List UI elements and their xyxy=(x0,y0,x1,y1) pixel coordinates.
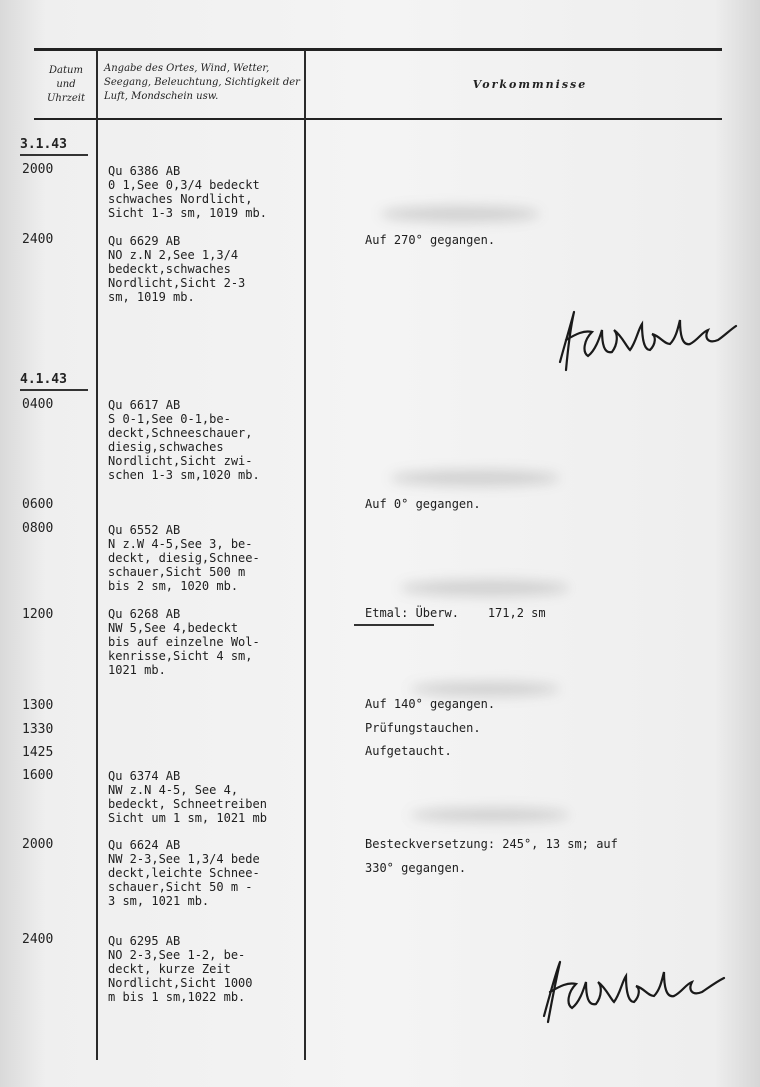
location-weather-entry: Qu 6295 AB NO 2-3,See 1-2, be- deckt, kurze Zeit Nordlicht,Sicht 1000 m bis 1 sm,1022 mb. xyxy=(108,934,253,1004)
scan-smudge xyxy=(390,470,560,486)
top-rule xyxy=(34,48,722,51)
scan-smudge xyxy=(410,682,560,696)
header-bottom-rule xyxy=(34,118,722,120)
event-entry: Besteckversetzung: 245°, 13 sm; auf 330° gegangen. xyxy=(365,837,618,875)
event-entry: Prüfungstauchen. xyxy=(365,721,481,735)
time-cell: 1300 xyxy=(22,698,54,713)
date-label: 4.1.43 xyxy=(20,372,67,387)
location-weather-entry: Qu 6629 AB NO z.N 2,See 1,3/4 bedeckt,schwaches Nordlicht,Sicht 2-3 sm, 1019 mb. xyxy=(108,234,246,304)
event-entry: Auf 270° gegangen. xyxy=(365,233,496,247)
event-entry: Auf 140° gegangen. xyxy=(365,697,496,711)
time-cell: 0800 xyxy=(22,521,54,536)
time-cell: 0600 xyxy=(22,497,54,512)
scan-smudge xyxy=(410,808,570,822)
handwritten-signature xyxy=(552,300,742,380)
date-label: 3.1.43 xyxy=(20,137,67,152)
location-weather-entry: Qu 6374 AB NW z.N 4-5, See 4, bedeckt, Schneetreiben Sicht um 1 sm, 1021 mb xyxy=(108,769,267,825)
time-cell: 1600 xyxy=(22,768,54,783)
header-location-weather: Angabe des Ortes, Wind, Wetter, Seegang, Beleuchtung, Sichtigkeit der Luft, Mondschein usw. xyxy=(104,63,300,102)
date-underline xyxy=(20,154,88,156)
scan-smudge xyxy=(400,580,570,596)
time-cell: 1200 xyxy=(22,607,54,622)
time-cell: 2400 xyxy=(22,932,54,947)
event-entry: Aufgetaucht. xyxy=(365,744,452,758)
location-weather-entry: Qu 6617 AB S 0-1,See 0-1,be- deckt,Schneeschauer, diesig,schwaches Nordlicht,Sicht zwi- schen 1-3 sm,1020 mb. xyxy=(108,398,260,482)
etmal-underline xyxy=(354,624,434,626)
handwritten-signature xyxy=(534,948,734,1028)
header-date-time: Datum und Uhrzeit xyxy=(46,65,86,104)
time-cell: 2400 xyxy=(22,232,54,247)
time-cell: 1330 xyxy=(22,722,54,737)
time-cell: 2000 xyxy=(22,837,54,852)
time-cell: 1425 xyxy=(22,745,54,760)
scan-smudge xyxy=(380,206,540,222)
location-weather-entry: Qu 6552 AB N z.W 4-5,See 3, be- deckt, diesig,Schnee- schauer,Sicht 500 m bis 2 sm, 1020 mb. xyxy=(108,523,260,593)
column-divider-1 xyxy=(96,50,98,1060)
time-cell: 2000 xyxy=(22,162,54,177)
location-weather-entry: Qu 6624 AB NW 2-3,See 1,3/4 bede deckt,leichte Schnee- schauer,Sicht 50 m - 3 sm, 1021 mb. xyxy=(108,838,260,908)
date-underline xyxy=(20,389,88,391)
header-events: Vorkommnisse xyxy=(472,78,588,91)
time-cell: 0400 xyxy=(22,397,54,412)
etmal-entry: Etmal: Überw. 171,2 sm xyxy=(365,606,546,620)
location-weather-entry: Qu 6268 AB NW 5,See 4,bedeckt bis auf einzelne Wol- kenrisse,Sicht 4 sm, 1021 mb. xyxy=(108,607,260,677)
location-weather-entry: Qu 6386 AB 0 1,See 0,3/4 bedeckt schwaches Nordlicht, Sicht 1-3 sm, 1019 mb. xyxy=(108,164,267,220)
event-entry: Auf 0° gegangen. xyxy=(365,497,481,511)
